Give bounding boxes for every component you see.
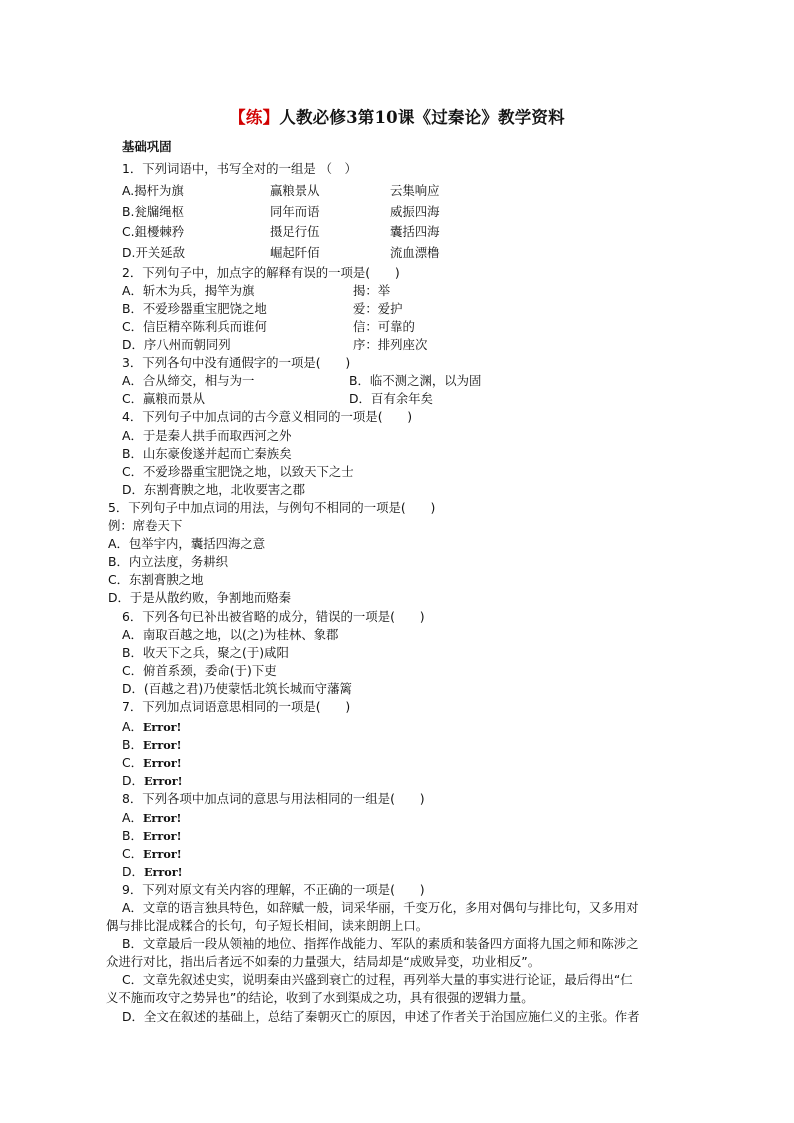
q6-stem: 6．下列各句已补出被省略的成分，错误的一项是( )	[122, 609, 425, 624]
q8-a	[122, 809, 181, 827]
q5-b: B．内立法度，务耕织	[108, 554, 229, 569]
q7-b-label: B．	[122, 737, 143, 752]
q8-d	[122, 863, 183, 881]
q8-c	[122, 845, 182, 863]
q2-stem: 2．下列句子中，加点字的解释有误的一项是( )	[122, 265, 400, 280]
q8-b	[122, 827, 182, 845]
q4-c: C．不爱珍器重宝肥饶之地，以致天下之士	[122, 464, 354, 479]
q1-b-2: 同年而语	[270, 204, 320, 219]
q2-b-gloss: 爱：爱护	[353, 301, 403, 316]
q8-a-error: Error!	[142, 811, 182, 825]
q3-b: B．临不测之渊，以为固	[349, 373, 482, 388]
q7-d	[122, 772, 183, 790]
q5-example: 例：席卷天下	[108, 518, 183, 533]
q1-stem: 1．下列词语中，书写全对的一组是 （ ）	[122, 161, 357, 176]
title-text: 人教必修3第10课《过秦论》教学资料	[279, 108, 565, 127]
q5-a: A．包举宇内，囊括四海之意	[108, 536, 266, 551]
q7-c-label: C．	[122, 755, 144, 770]
q2-c: C．信臣精卒陈利兵而谁何	[122, 319, 267, 334]
q8-c-error: Error!	[143, 847, 182, 861]
q2-d: D．序八州而朝同列	[122, 337, 231, 352]
q9-a-line2: 偶与排比混成糅合的长句，句子短长相间，读来朗朗上口。	[106, 918, 429, 933]
q9-a-line1: A．文章的语言独具特色，如辞赋一般，词采华丽，千变万化，多用对偶句与排比句，又多用对	[122, 900, 639, 915]
q4-stem: 4．下列句子中加点词的古今意义相同的一项是( )	[122, 409, 413, 424]
q5-d: D．于是从散约败，争割地而赂秦	[108, 590, 292, 605]
q3-a: A．合从缔交，相与为一	[122, 373, 255, 388]
q4-b: B．山东豪俊遂并起而亡秦族矣	[122, 446, 292, 461]
q6-a: A．南取百越之地，以(之)为桂林、象郡	[122, 627, 339, 642]
q1-b-3: 威振四海	[390, 204, 440, 219]
q5-stem: 5．下列句子中加点词的用法，与例句不相同的一项是( )	[108, 500, 436, 515]
q7-d-error: Error!	[143, 774, 183, 788]
q3-c: C．赢粮而景从	[122, 391, 205, 406]
q3-stem: 3．下列各句中没有通假字的一项是( )	[122, 355, 351, 370]
q7-a-label: A．	[122, 719, 143, 734]
q1-b-1: B.瓮牖绳枢	[122, 204, 185, 219]
q1-d-1: D.开关延敌	[122, 245, 186, 260]
q2-c-gloss: 信：可靠的	[353, 319, 415, 334]
q1-d-3: 流血漂橹	[390, 245, 440, 260]
q2-d-gloss: 序：排列座次	[353, 337, 428, 352]
q8-b-label: B．	[122, 828, 143, 843]
document-title	[0, 104, 794, 128]
q7-a-error: Error!	[142, 720, 182, 734]
q8-a-label: A．	[122, 810, 143, 825]
q8-d-label: D．	[122, 864, 144, 879]
q7-d-label: D．	[122, 773, 144, 788]
q7-stem: 7．下列加点词语意思相同的一项是( )	[122, 699, 351, 714]
q9-b-line1: B．文章最后一段从领袖的地位、指挥作战能力、军队的素质和装备四方面将九国之师和陈涉之	[122, 936, 639, 951]
q8-b-error: Error!	[142, 829, 182, 843]
q7-a	[122, 718, 181, 736]
q9-c-line2: 义不施而攻守之势异也”的结论，收到了水到渠成之功，具有很强的逻辑力量。	[106, 990, 534, 1005]
q2-a-gloss: 揭：举	[353, 283, 391, 298]
section-heading: 基础巩固	[122, 139, 172, 154]
q8-d-error: Error!	[143, 865, 183, 879]
q9-stem: 9．下列对原文有关内容的理解，不正确的一项是( )	[122, 882, 425, 897]
q2-a: A．斩木为兵，揭竿为旗	[122, 283, 255, 298]
q1-a-3: 云集响应	[390, 183, 440, 198]
q3-d: D．百有余年矣	[349, 391, 433, 406]
q8-c-label: C．	[122, 846, 144, 861]
q5-c: C．东割膏腴之地	[108, 572, 204, 587]
q9-b-line2: 众进行对比，指出后者远不如秦的力量强大，结局却是“成败异变，功业相反”。	[106, 954, 541, 969]
q1-d-2: 崛起阡佰	[270, 245, 320, 260]
q9-d-line1: D．全文在叙述的基础上，总结了秦朝灭亡的原因，申述了作者关于治国应施仁义的主张。作者	[122, 1009, 640, 1024]
q1-c-1: C.鉏櫌棘矜	[122, 224, 185, 239]
q2-b: B．不爱珍器重宝肥饶之地	[122, 301, 267, 316]
q6-c: C．俯首系颈，委命(于)下吏	[122, 663, 277, 678]
q8-stem: 8．下列各项中加点词的意思与用法相同的一组是( )	[122, 791, 425, 806]
q4-d: D．东割膏腴之地，北收要害之郡	[122, 482, 306, 497]
q9-c-line1: C．文章先叙述史实，说明秦由兴盛到衰亡的过程，再列举大量的事实进行论证，最后得出“仁	[122, 972, 633, 987]
q1-c-2: 摄足行伍	[270, 224, 320, 239]
q7-c-error: Error!	[143, 756, 182, 770]
q1-a-1: A.揭杆为旗	[122, 183, 184, 198]
title-bracket: 【练】	[229, 108, 280, 127]
q7-c	[122, 754, 182, 772]
q7-b	[122, 736, 182, 754]
q1-a-2: 赢粮景从	[270, 183, 320, 198]
q4-a: A．于是秦人拱手而取西河之外	[122, 428, 292, 443]
q1-c-3: 囊括四海	[390, 224, 440, 239]
q7-b-error: Error!	[142, 738, 182, 752]
q6-d: D．(百越之君)乃使蒙恬北筑长城而守藩篱	[122, 681, 352, 696]
q6-b: B．收天下之兵，聚之(于)咸阳	[122, 645, 289, 660]
